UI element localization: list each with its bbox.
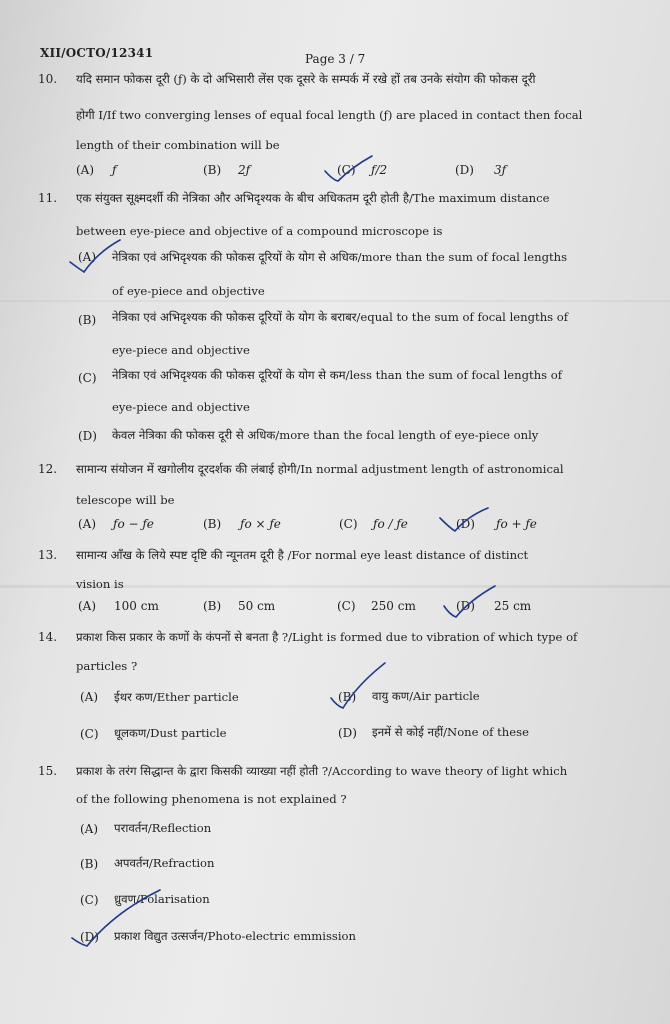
option-label: (D)	[338, 726, 357, 740]
question-number: 15.	[38, 764, 58, 778]
option-text: केवल नेत्रिका की फोकस दूरी से अधिक/more than the focal length of eye-piece only	[112, 428, 539, 442]
option-text: eye-piece and objective	[112, 343, 250, 357]
option-text: 3ƒ	[494, 163, 507, 177]
option-text: ƒ	[112, 163, 117, 177]
option-text: नेत्रिका एवं अभिदृश्यक की फोकस दूरियों के योग से कम/less than the sum of focal lengths of	[112, 368, 563, 382]
question-text: length of their combination will be	[76, 138, 280, 152]
option-label: (C)	[78, 371, 97, 385]
option-label: (B)	[338, 690, 357, 704]
option-text: ƒo × ƒe	[240, 517, 281, 531]
option-text: धूलकण/Dust particle	[114, 726, 227, 740]
question-number: 11.	[38, 191, 58, 205]
option-text: of eye-piece and objective	[112, 284, 265, 298]
option-label: (D)	[455, 163, 474, 177]
option-label: (B)	[78, 313, 97, 327]
option-text: 50 cm	[238, 599, 276, 613]
option-text: अपवर्तन/Refraction	[114, 856, 215, 870]
option-text: eye-piece and objective	[112, 400, 250, 414]
option-text: 25 cm	[494, 599, 532, 613]
question-number: 10.	[38, 72, 58, 86]
question-text: of the following phenomena is not explained ?	[76, 792, 347, 806]
option-label: (C)	[337, 599, 356, 613]
question-text: होगी I/If two converging lenses of equal focal length (ƒ) are placed in contact then focal	[76, 108, 583, 122]
option-text: इनमें से कोई नहीं/None of these	[372, 725, 529, 739]
option-label: (D)	[456, 599, 475, 613]
question-text: सामान्य संयोजन में खगोलीय दूरदर्शक की लंबाई होगी/In normal adjustment length of astronomical	[76, 462, 564, 476]
option-label: (A)	[78, 517, 97, 531]
option-label: (C)	[80, 727, 99, 741]
question-text: vision is	[76, 577, 124, 591]
option-label: (A)	[80, 690, 99, 704]
option-text: ईथर कण/Ether particle	[114, 690, 239, 704]
option-text: परावर्तन/Reflection	[114, 821, 212, 835]
option-text: ƒ/2	[371, 163, 388, 177]
option-label: (D)	[78, 429, 97, 443]
option-label: (C)	[339, 517, 358, 531]
option-text: नेत्रिका एवं अभिदृश्यक की फोकस दूरियों के योग से अधिक/more than the sum of focal lengths	[112, 250, 568, 264]
question-text: प्रकाश के तरंग सिद्धान्त के द्वारा किसकी व्याख्या नहीं होती ?/According to wave theory of light which	[76, 764, 568, 778]
question-number: 13.	[38, 548, 58, 562]
question-text: प्रकाश किस प्रकार के कणों के कंपनों से बनता है ?/Light is formed due to vibration of which type of	[76, 630, 578, 644]
option-label: (B)	[203, 163, 222, 177]
option-text: 100 cm	[114, 599, 159, 613]
question-number: 14.	[38, 630, 58, 644]
question-text: between eye-piece and objective of a compound microscope is	[76, 224, 443, 238]
option-text: नेत्रिका एवं अभिदृश्यक की फोकस दूरियों के योग के बराबर/equal to the sum of focal lengths of	[112, 310, 569, 324]
option-text: 2ƒ	[238, 163, 251, 177]
option-label: (D)	[456, 517, 475, 531]
question-text: यदि समान फोकस दूरी (ƒ) के दो अभिसारी लेंस एक दूसरे के सम्पर्क में रखे हों तब उनके संयोग की फोकस दूरी	[76, 72, 536, 86]
option-label: (A)	[78, 599, 97, 613]
question-text: telescope will be	[76, 493, 175, 507]
option-text: ƒo / ƒe	[373, 517, 408, 531]
option-label: (B)	[203, 599, 222, 613]
question-text: सामान्य आँख के लिये स्पष्ट दृष्टि की न्यूनतम दूरी है /For normal eye least distance of distinct	[76, 548, 529, 562]
paper-fold	[0, 300, 670, 302]
option-text: ƒo − ƒe	[113, 517, 154, 531]
option-text: ध्रुवण/Polarisation	[114, 892, 210, 906]
question-number: 12.	[38, 462, 58, 476]
page-number: Page 3 / 7	[305, 52, 366, 66]
option-text: प्रकाश विद्युत उत्सर्जन/Photo-electric emmission	[114, 929, 356, 943]
option-label: (B)	[203, 517, 222, 531]
option-label: (B)	[80, 857, 99, 871]
option-label: (D)	[80, 930, 99, 944]
question-text: एक संयुक्त सूक्ष्मदर्शी की नेत्रिका और अभिदृश्यक के बीच अधिकतम दूरी होती है/The maximum distance	[76, 191, 550, 205]
option-text: 250 cm	[371, 599, 416, 613]
option-label: (C)	[80, 893, 99, 907]
option-label: (A)	[76, 163, 95, 177]
option-label: (A)	[80, 822, 99, 836]
option-label: (C)	[337, 163, 356, 177]
option-text: ƒo + ƒe	[496, 517, 537, 531]
option-text: वायु कण/Air particle	[372, 689, 480, 703]
option-label: (A)	[78, 250, 97, 264]
paper-code: XII/OCTO/12341	[40, 46, 154, 60]
question-text: particles ?	[76, 659, 138, 673]
